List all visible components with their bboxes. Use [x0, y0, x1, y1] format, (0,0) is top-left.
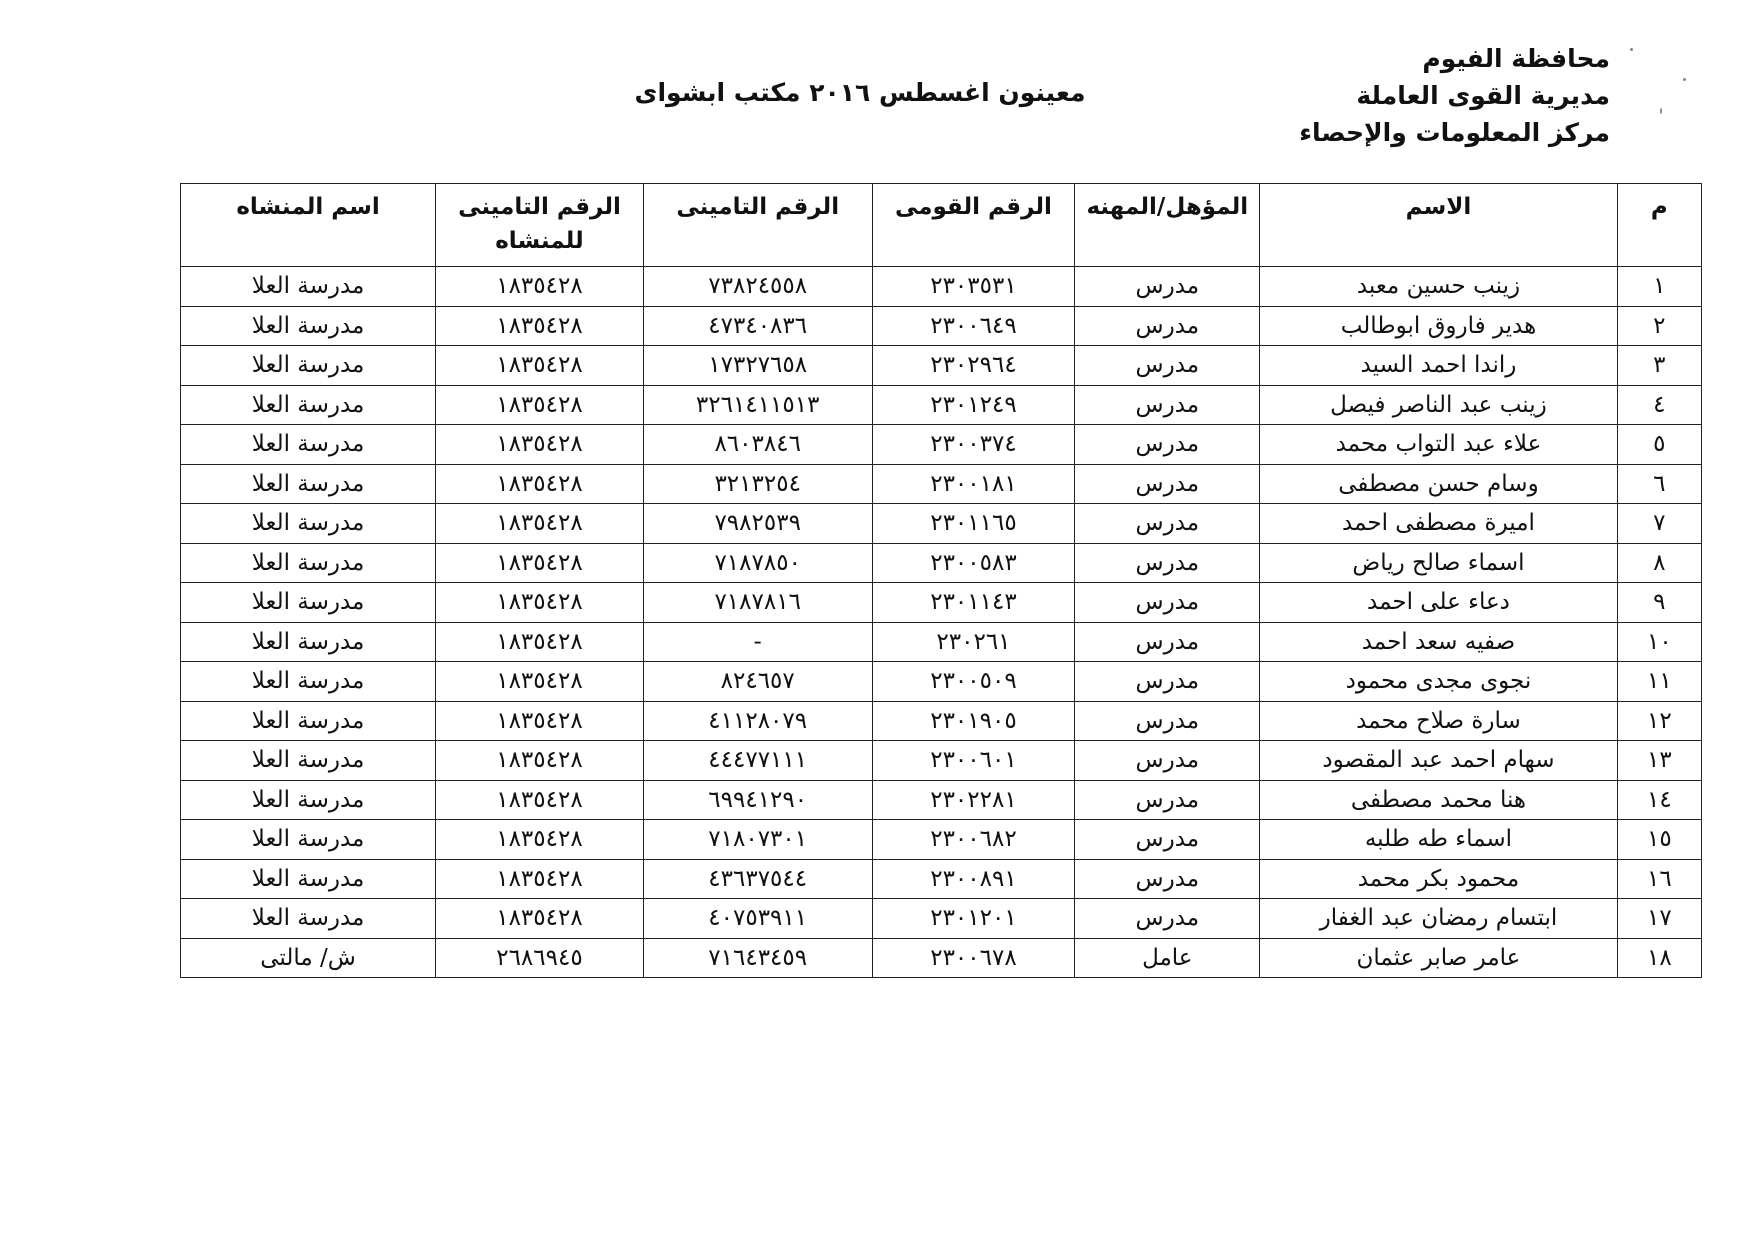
table-row: [181, 622, 1702, 662]
table-row: [181, 425, 1702, 465]
governorate-line: محافظة الفيوم: [1422, 44, 1610, 73]
insurance-no-cell: ٦٩٩٤١٢٩٠: [643, 780, 872, 820]
insurance-no-cell: ٣٢٦١٤١١٥١٣: [643, 385, 872, 425]
establishment-insurance-cell: ١٨٣٥٤٢٨: [436, 583, 644, 623]
insurance-no-cell: ٧٩٨٢٥٣٩: [643, 504, 872, 544]
table-row: [181, 820, 1702, 860]
scan-speck: [1683, 78, 1686, 81]
insurance-no-cell: ٤٤٤٧٧١١١: [643, 741, 872, 781]
table-row: [181, 346, 1702, 386]
insurance-no-cell: ٨٦٠٣٨٤٦: [643, 425, 872, 465]
row-number-cell: ١٥: [1617, 820, 1701, 860]
name-cell: ابتسام رمضان عبد الغفار: [1260, 899, 1617, 939]
name-cell: اسماء طه طلبه: [1260, 820, 1617, 860]
col-header-qualification: المؤهل/المهنه: [1075, 184, 1260, 267]
row-number-cell: ١: [1617, 267, 1701, 307]
insurance-no-cell: ٤٧٣٤٠٨٣٦: [643, 306, 872, 346]
establishment-name-cell: مدرسة العلا: [181, 385, 436, 425]
national-id-cell: ٢٣٠٠٦٠١: [872, 741, 1075, 781]
qualification-cell: مدرس: [1075, 385, 1260, 425]
qualification-cell: مدرس: [1075, 741, 1260, 781]
table-row: [181, 385, 1702, 425]
establishment-name-cell: مدرسة العلا: [181, 306, 436, 346]
table-row: [181, 780, 1702, 820]
row-number-cell: ١٦: [1617, 859, 1701, 899]
establishment-insurance-cell: ١٨٣٥٤٢٨: [436, 859, 644, 899]
row-number-cell: ٩: [1617, 583, 1701, 623]
establishment-name-cell: مدرسة العلا: [181, 701, 436, 741]
row-number-cell: ٨: [1617, 543, 1701, 583]
qualification-cell: مدرس: [1075, 346, 1260, 386]
national-id-cell: ٢٣٠٠١٨١: [872, 464, 1075, 504]
qualification-cell: مدرس: [1075, 504, 1260, 544]
scan-speck: [1630, 48, 1633, 51]
table-row: [181, 306, 1702, 346]
national-id-cell: ٢٣٠٠٥٠٩: [872, 662, 1075, 702]
directorate-line: مديرية القوى العاملة: [1356, 81, 1610, 110]
row-number-cell: ٢: [1617, 306, 1701, 346]
name-cell: وسام حسن مصطفى: [1260, 464, 1617, 504]
qualification-cell: مدرس: [1075, 859, 1260, 899]
row-number-cell: ٥: [1617, 425, 1701, 465]
name-cell: زينب عبد الناصر فيصل: [1260, 385, 1617, 425]
row-number-cell: ١٢: [1617, 701, 1701, 741]
table-row: [181, 583, 1702, 623]
col-header-establishment-insurance-no: الرقم التامينى للمنشاه: [436, 184, 644, 267]
name-cell: راندا احمد السيد: [1260, 346, 1617, 386]
establishment-name-cell: مدرسة العلا: [181, 780, 436, 820]
national-id-cell: ٢٣٠١١٤٣: [872, 583, 1075, 623]
table-row: [181, 741, 1702, 781]
establishment-name-cell: مدرسة العلا: [181, 464, 436, 504]
establishment-insurance-cell: ١٨٣٥٤٢٨: [436, 543, 644, 583]
table-header-row: [181, 184, 1702, 267]
establishment-name-cell: مدرسة العلا: [181, 267, 436, 307]
insurance-no-cell: -: [643, 622, 872, 662]
national-id-cell: ٢٣٠٠٨٩١: [872, 859, 1075, 899]
row-number-cell: ١٧: [1617, 899, 1701, 939]
establishment-insurance-cell: ٢٦٨٦٩٤٥: [436, 938, 644, 978]
col-header-national-id: الرقم القومى: [872, 184, 1075, 267]
qualification-cell: مدرس: [1075, 583, 1260, 623]
name-cell: هنا محمد مصطفى: [1260, 780, 1617, 820]
national-id-cell: ٢٣٠١٢٠١: [872, 899, 1075, 939]
national-id-cell: ٢٣٠٠٥٨٣: [872, 543, 1075, 583]
table-row: [181, 504, 1702, 544]
establishment-insurance-cell: ١٨٣٥٤٢٨: [436, 425, 644, 465]
row-number-cell: ١٠: [1617, 622, 1701, 662]
qualification-cell: مدرس: [1075, 899, 1260, 939]
col-header-name: الاسم: [1260, 184, 1617, 267]
qualification-cell: مدرس: [1075, 820, 1260, 860]
letterhead: [1200, 40, 1610, 151]
row-number-cell: ١١: [1617, 662, 1701, 702]
establishment-insurance-cell: ١٨٣٥٤٢٨: [436, 346, 644, 386]
center-line: مركز المعلومات والإحصاء: [1299, 118, 1610, 147]
establishment-insurance-cell: ١٨٣٥٤٢٨: [436, 622, 644, 662]
national-id-cell: ٢٣٠٠٦٨٢: [872, 820, 1075, 860]
table-row: [181, 701, 1702, 741]
national-id-cell: ٢٣٠١١٦٥: [872, 504, 1075, 544]
qualification-cell: مدرس: [1075, 780, 1260, 820]
establishment-name-cell: مدرسة العلا: [181, 741, 436, 781]
row-number-cell: ٧: [1617, 504, 1701, 544]
establishment-name-cell: مدرسة العلا: [181, 859, 436, 899]
establishment-insurance-cell: ١٨٣٥٤٢٨: [436, 741, 644, 781]
table-row: [181, 267, 1702, 307]
establishment-name-cell: مدرسة العلا: [181, 622, 436, 662]
establishment-name-cell: مدرسة العلا: [181, 583, 436, 623]
col-header-insurance-no: الرقم التامينى: [643, 184, 872, 267]
establishment-name-cell: مدرسة العلا: [181, 425, 436, 465]
establishment-name-cell: مدرسة العلا: [181, 820, 436, 860]
insurance-no-cell: ٧١٨٧٨٥٠: [643, 543, 872, 583]
qualification-cell: عامل: [1075, 938, 1260, 978]
qualification-cell: مدرس: [1075, 425, 1260, 465]
row-number-cell: ٦: [1617, 464, 1701, 504]
national-id-cell: ٢٣٠٠٦٤٩: [872, 306, 1075, 346]
qualification-cell: مدرس: [1075, 662, 1260, 702]
establishment-name-cell: ش/ مالتى: [181, 938, 436, 978]
insurance-no-cell: ٤٠٧٥٣٩١١: [643, 899, 872, 939]
establishment-name-cell: مدرسة العلا: [181, 346, 436, 386]
establishment-insurance-cell: ١٨٣٥٤٢٨: [436, 385, 644, 425]
qualification-cell: مدرس: [1075, 306, 1260, 346]
insurance-no-cell: ٤٣٦٣٧٥٤٤: [643, 859, 872, 899]
name-cell: هدير فاروق ابوطالب: [1260, 306, 1617, 346]
insurance-no-cell: ٣٢١٣٢٥٤: [643, 464, 872, 504]
name-cell: سارة صلاح محمد: [1260, 701, 1617, 741]
insurance-no-cell: ٧١٦٤٣٤٥٩: [643, 938, 872, 978]
name-cell: محمود بكر محمد: [1260, 859, 1617, 899]
qualification-cell: مدرس: [1075, 267, 1260, 307]
establishment-name-cell: مدرسة العلا: [181, 899, 436, 939]
table-row: [181, 938, 1702, 978]
name-cell: علاء عبد التواب محمد: [1260, 425, 1617, 465]
establishment-insurance-cell: ١٨٣٥٤٢٨: [436, 899, 644, 939]
establishment-insurance-cell: ١٨٣٥٤٢٨: [436, 267, 644, 307]
appointees-table: [180, 183, 1702, 978]
establishment-name-cell: مدرسة العلا: [181, 662, 436, 702]
establishment-insurance-cell: ١٨٣٥٤٢٨: [436, 306, 644, 346]
insurance-no-cell: ٨٢٤٦٥٧: [643, 662, 872, 702]
row-number-cell: ١٨: [1617, 938, 1701, 978]
document-title: معينون اغسطس ٢٠١٦ مكتب ابشواى: [634, 78, 1086, 107]
establishment-insurance-cell: ١٨٣٥٤٢٨: [436, 464, 644, 504]
row-number-cell: ١٣: [1617, 741, 1701, 781]
insurance-no-cell: ٧٣٨٢٤٥٥٨: [643, 267, 872, 307]
national-id-cell: ٢٣٠٣٥٣١: [872, 267, 1075, 307]
table-row: [181, 464, 1702, 504]
national-id-cell: ٢٣٠١٩٠٥: [872, 701, 1075, 741]
national-id-cell: ٢٣٠٢٦١: [872, 622, 1075, 662]
establishment-insurance-cell: ١٨٣٥٤٢٨: [436, 780, 644, 820]
qualification-cell: مدرس: [1075, 543, 1260, 583]
establishment-name-cell: مدرسة العلا: [181, 504, 436, 544]
name-cell: دعاء على احمد: [1260, 583, 1617, 623]
qualification-cell: مدرس: [1075, 622, 1260, 662]
qualification-cell: مدرس: [1075, 464, 1260, 504]
insurance-no-cell: ٤١١٢٨٠٧٩: [643, 701, 872, 741]
row-number-cell: ١٤: [1617, 780, 1701, 820]
name-cell: اسماء صالح رياض: [1260, 543, 1617, 583]
scan-speck: [1660, 108, 1662, 114]
name-cell: سهام احمد عبد المقصود: [1260, 741, 1617, 781]
national-id-cell: ٢٣٠٢٢٨١: [872, 780, 1075, 820]
national-id-cell: ٢٣٠٢٩٦٤: [872, 346, 1075, 386]
insurance-no-cell: ١٧٣٢٧٦٥٨: [643, 346, 872, 386]
qualification-cell: مدرس: [1075, 701, 1260, 741]
table-row: [181, 899, 1702, 939]
name-cell: صفيه سعد احمد: [1260, 622, 1617, 662]
national-id-cell: ٢٣٠٠٣٧٤: [872, 425, 1075, 465]
name-cell: اميرة مصطفى احمد: [1260, 504, 1617, 544]
insurance-no-cell: ٧١٨٠٧٣٠١: [643, 820, 872, 860]
col-header-number: م: [1617, 184, 1701, 267]
insurance-no-cell: ٧١٨٧٨١٦: [643, 583, 872, 623]
national-id-cell: ٢٣٠١٢٤٩: [872, 385, 1075, 425]
name-cell: زينب حسين معبد: [1260, 267, 1617, 307]
name-cell: عامر صابر عثمان: [1260, 938, 1617, 978]
establishment-insurance-cell: ١٨٣٥٤٢٨: [436, 504, 644, 544]
row-number-cell: ٤: [1617, 385, 1701, 425]
name-cell: نجوى مجدى محمود: [1260, 662, 1617, 702]
establishment-insurance-cell: ١٨٣٥٤٢٨: [436, 662, 644, 702]
table-row: [181, 662, 1702, 702]
establishment-insurance-cell: ١٨٣٥٤٢٨: [436, 701, 644, 741]
table-row: [181, 859, 1702, 899]
table-row: [181, 543, 1702, 583]
establishment-insurance-cell: ١٨٣٥٤٢٨: [436, 820, 644, 860]
row-number-cell: ٣: [1617, 346, 1701, 386]
establishment-name-cell: مدرسة العلا: [181, 543, 436, 583]
col-header-establishment-name: اسم المنشاه: [181, 184, 436, 267]
national-id-cell: ٢٣٠٠٦٧٨: [872, 938, 1075, 978]
